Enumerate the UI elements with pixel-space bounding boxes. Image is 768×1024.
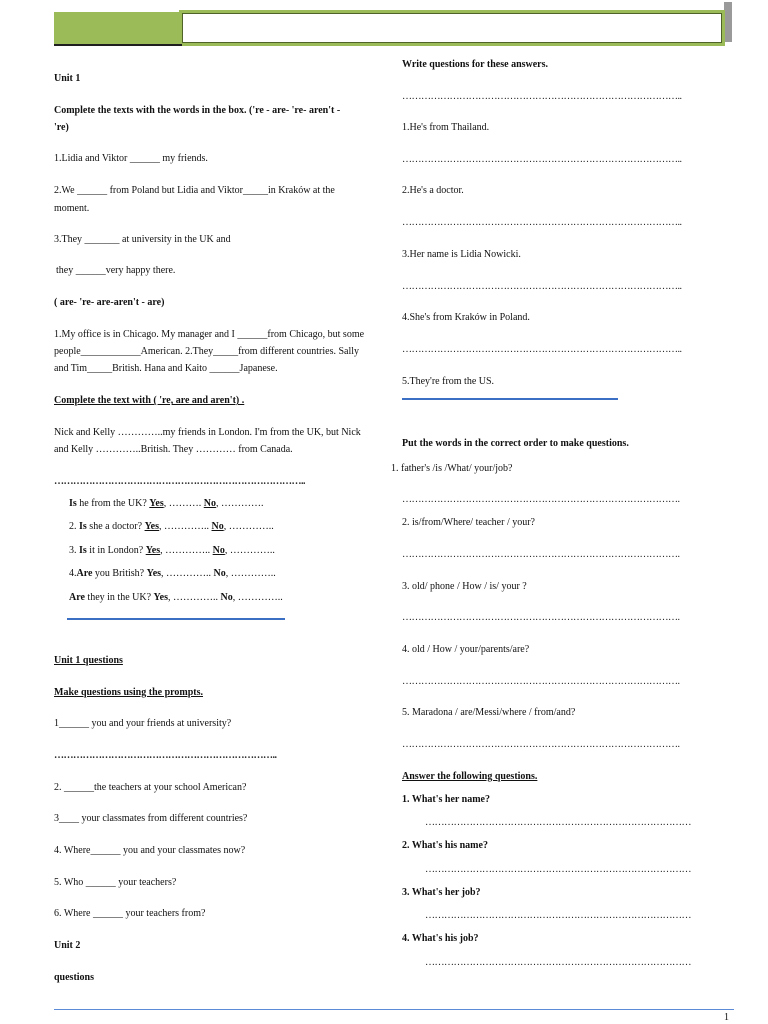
exerciseC-instruction: Answer the following questions. (402, 771, 538, 782)
word-box-2: ( are- 're- are-aren't - are) (54, 297, 165, 308)
prompt-4: 4. Where______ you and your classmates now? (54, 845, 246, 856)
header-green-block (54, 12, 182, 44)
yes-no-question-2: 2. Is she a doctor? Yes, ………….. No, ………….. (69, 521, 274, 532)
answer-line: …………………………………………………………………………….. (402, 217, 682, 228)
exerciseA-instruction: Write questions for these answers. (402, 59, 549, 70)
prompt-5: 5. Who ______ your teachers? (54, 877, 177, 888)
sentence-2-cont: moment. (54, 203, 90, 214)
answer-line: …………………………………………………………………………….. (402, 154, 682, 165)
answer-1: 1.He's from Thailand. (402, 122, 490, 133)
footer-rule (54, 1009, 734, 1010)
page-number: 1 (724, 1012, 729, 1023)
section-divider (67, 618, 285, 620)
prompt-2: 2. ______the teachers at your school American? (54, 782, 247, 793)
dotted-line: …………………………………………………………………….. (54, 476, 305, 487)
exercise4-instruction: Make questions using the prompts. (54, 687, 204, 698)
yes-no-question-4: 4.Are you British? Yes, ………….. No, ………….. (69, 568, 276, 579)
answer-line: ……………………………………………………………………………. (402, 549, 680, 560)
exerciseB-instruction: Put the words in the correct order to make questions. (402, 438, 629, 449)
header-gray-bar (724, 2, 732, 42)
sentence-2: 2.We ______ from Poland but Lidia and Viktor_____in Kraków at the (54, 185, 335, 196)
paragraph-3-line2: and Kelly …………..British. They ………… from Canada. (54, 444, 293, 455)
answer-line: ……………………………………………………………………………. (402, 739, 680, 750)
answer-line: …………………………………………………………………………….. (402, 91, 682, 102)
paragraph-2-line2: people____________American. 2.They_____from different countries. Sally (54, 346, 360, 357)
answer-line: ……………………………………………………………………………. (402, 494, 680, 505)
answer-3: 3.Her name is Lidia Nowicki. (402, 249, 521, 260)
answer-line: …………………………………………………………………………….. (402, 344, 682, 355)
word-order-1: 1. father's /is /What/ your/job? (391, 463, 513, 474)
section-divider (402, 398, 618, 400)
answer-line: …………………………………………………………………………….. (402, 281, 682, 292)
word-order-3: 3. old/ phone / How / is/ your ? (402, 581, 527, 592)
paragraph-3-line1: Nick and Kelly …………..my friends in London. I'm from the UK, but Nick (54, 427, 361, 438)
header-title-box (179, 10, 725, 46)
prompt-3: 3____ your classmates from different countries? (54, 813, 248, 824)
answer-line: …………………………………………………………….. (54, 750, 277, 761)
answer-2: 2.He's a doctor. (402, 185, 464, 196)
answer-line: ……………………………………………………………………………. (402, 612, 680, 623)
answer-question-2: 2. What's his name? (402, 840, 488, 851)
questions-heading: questions (54, 972, 95, 983)
prompt-1: 1______ you and your friends at university? (54, 718, 232, 729)
word-order-4: 4. old / How / your/parents/are? (402, 644, 530, 655)
exercise1-instruction: Complete the texts with the words in the box. ('re - are- 're- aren't - (54, 105, 341, 116)
answer-4: 4.She's from Kraków in Poland. (402, 312, 530, 323)
answer-line: ………………………………………………………………………… (425, 817, 691, 828)
paragraph-2-line3: and Tim_____British. Hana and Kaito ______Japanese. (54, 363, 278, 374)
answer-line: ………………………………………………………………………… (425, 864, 691, 875)
prompt-6: 6. Where ______ your teachers from? (54, 908, 206, 919)
sentence-3: 3.They _______ at university in the UK and (54, 234, 231, 245)
word-order-5: 5. Maradona / are/Messi/where / from/and? (402, 707, 576, 718)
exercise3-instruction: Complete the text with ( 're, are and aren't) . (54, 395, 245, 406)
yes-no-question-1: Is he from the UK? Yes, ………. No, …………. (69, 498, 264, 509)
answer-line: ………………………………………………………………………… (425, 957, 691, 968)
unit1-heading: Unit 1 (54, 73, 81, 84)
answer-question-4: 4. What's his job? (402, 933, 479, 944)
sentence-3-cont: they ______very happy there. (56, 265, 176, 276)
unit1-questions-heading: Unit 1 questions (54, 655, 123, 666)
answer-question-3: 3. What's her job? (402, 887, 481, 898)
word-order-2: 2. is/from/Where/ teacher / your? (402, 517, 535, 528)
answer-line: ………………………………………………………………………… (425, 910, 691, 921)
header-underline (54, 44, 182, 46)
sentence-1: 1.Lidia and Viktor ______ my friends. (54, 153, 208, 164)
unit2-heading: Unit 2 (54, 940, 81, 951)
answer-5: 5.They're from the US. (402, 376, 495, 387)
yes-no-question-5: Are they in the UK? Yes, ………….. No, ………….. (69, 592, 283, 603)
exercise1-instruction-cont: 're) (54, 122, 69, 133)
yes-no-question-3: 3. Is it in London? Yes, ………….. No, ………….. (69, 545, 275, 556)
paragraph-2-line1: 1.My office is in Chicago. My manager and I ______from Chicago, but some (54, 329, 365, 340)
answer-line: ……………………………………………………………………………. (402, 676, 680, 687)
answer-question-1: 1. What's her name? (402, 794, 490, 805)
